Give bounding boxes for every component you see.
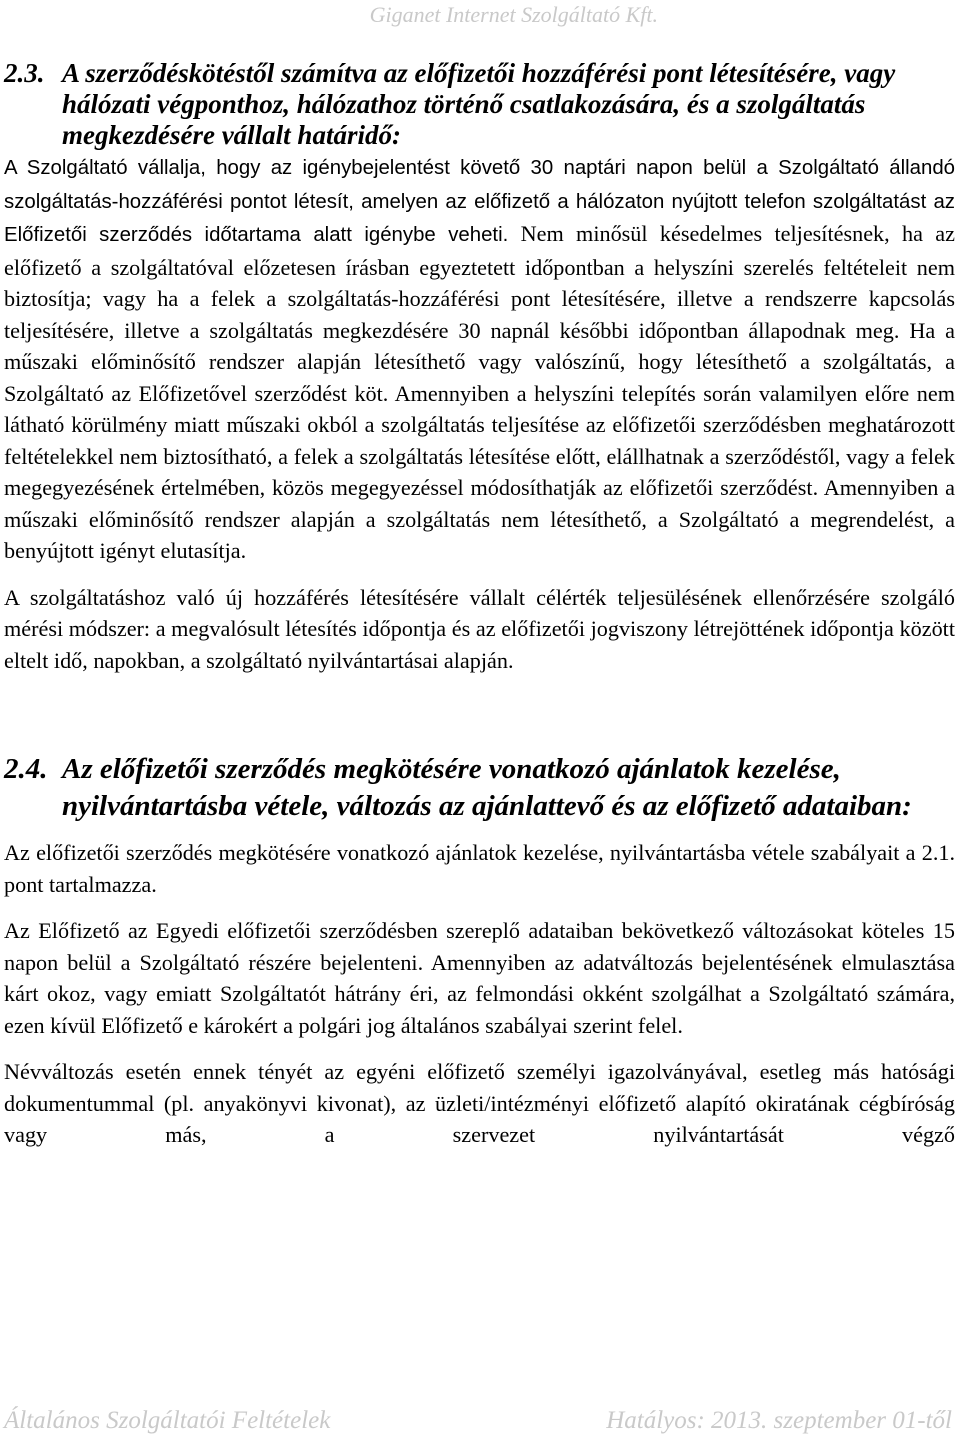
document-content xyxy=(4,58,955,1151)
section-2-4-paragraph-1: Az előfizetői szerződés megkötésére vonatkozó ajánlatok kezelése, nyilvántartásba vétele szabályait a 2.1. pont tartalmazza. xyxy=(4,840,955,897)
footer-effective-date: Hatályos: 2013. szeptember 01-től xyxy=(606,1407,952,1434)
section-title: A szerződéskötéstől számítva az előfizetői hozzáférési pont létesítésére, vagy hálózati végponthoz, hálózathoz történő csatlakozására, és a szolgáltatás megkezdésére vállalt határidő: xyxy=(62,58,896,150)
section-2-3-paragraph-1 xyxy=(4,151,955,567)
section-2-4-paragraph-2: Az Előfizető az Egyedi előfizetői szerződésben szereplő adataiban bekövetkező változásokat köteles 15 napon belül a Szolgáltató részére bejelenteni. Amennyiben az adatváltozás bejelentésének elmulasztása kárt okoz, vagy emiatt Szolgáltatót hátrány éri, az felmondási okként szolgálhat a Szolgáltató számára, ezen kívül Előfizető e károkért a polgári jog általános szabályai szerint felel. xyxy=(4,918,955,1038)
section-2-4 xyxy=(4,751,955,1151)
section-number: 2.3. xyxy=(4,58,45,88)
section-number: 2.4. xyxy=(4,753,48,785)
section-2-4-paragraph-3: Névváltozás esetén ennek tényét az egyéni előfizető személyi igazolványával, esetleg más hatósági dokumentummal (pl. anyakönyvi kivonat), az üzleti/intézményi előfizető alapító okiratának cégbíróság vagy más, a szervezet nyilvántartását végző xyxy=(4,1059,955,1147)
section-2-3-paragraph-2: A szolgáltatáshoz való új hozzáférés létesítésére vállalt célérték teljesülésének ellenőrzésére szolgáló mérési módszer: a megvalósult létesítés időpontja és az előfizetői jogviszony létrejöttének időpontja között eltelt idő, napokban, a szolgáltató nyilvántartásai alapján. xyxy=(4,584,955,673)
service-commitment-text: A Szolgáltató vállalja, hogy az igénybejelentést követő 30 naptári napon belül a Szolgáltató állandó szolgáltatás-hozzáférési pontot létesít, amelyen az előfizető a hálózaton nyújtott telefon szolgáltatást az Előfizetői szerződés időtartama alatt igénybe veheti. xyxy=(4,157,955,246)
running-footer xyxy=(0,1407,960,1443)
section-2-4-heading xyxy=(4,751,955,825)
delay-conditions-text: Nem minősül késedelmes teljesítésnek, ha az előfizető a szolgáltatóval előzetesen írásban egyeztetett időpontban a helyszíni szerelés feltételeit nem biztosítja; vagy ha a felek a szolgáltatás-hozzáférési pont létesítésére, illetve a rendszerre kapcsolás teljesítésére, illetve a szolgáltatás megkezdésére 30 napnál későbbi időpontban állapodnak meg. Ha a műszaki előminősítő rendszer alapján létesíthető vagy valószínű, hogy létesíthető a szolgáltatás, a Szolgáltató az Előfizetővel szerződést köt. Amennyiben a helyszíni telepítés során valamilyen előre nem látható körülmény miatt műszaki okból a szolgáltatás teljesítése az előfizetői szerződésben meghatározott feltételekkel nem biztosítható, a felek a szolgáltatás létesítése előtt, elállhatnak a szerződéstől, vagy a felek megegyezésének értelmében, közös megegyezéssel módosíthatják az előfizetői szerződést. Amennyiben a műszaki előminősítő rendszer alapján a szolgáltatás nem létesíthető, a Szolgáltató a megrendelést, a benyújtott igényt elutasítja. xyxy=(4,221,955,563)
section-2-3-heading xyxy=(4,58,955,151)
running-header: Giganet Internet Szolgáltató Kft. xyxy=(369,2,658,27)
section-2-3 xyxy=(4,58,955,676)
footer-document-title: Általános Szolgáltatói Feltételek xyxy=(4,1407,331,1434)
section-title: Az előfizetői szerződés megkötésére vonatkozó ajánlatok kezelése, nyilvántartásba vétele, változás az ajánlattevő és az előfizető adataiban: xyxy=(62,753,912,822)
